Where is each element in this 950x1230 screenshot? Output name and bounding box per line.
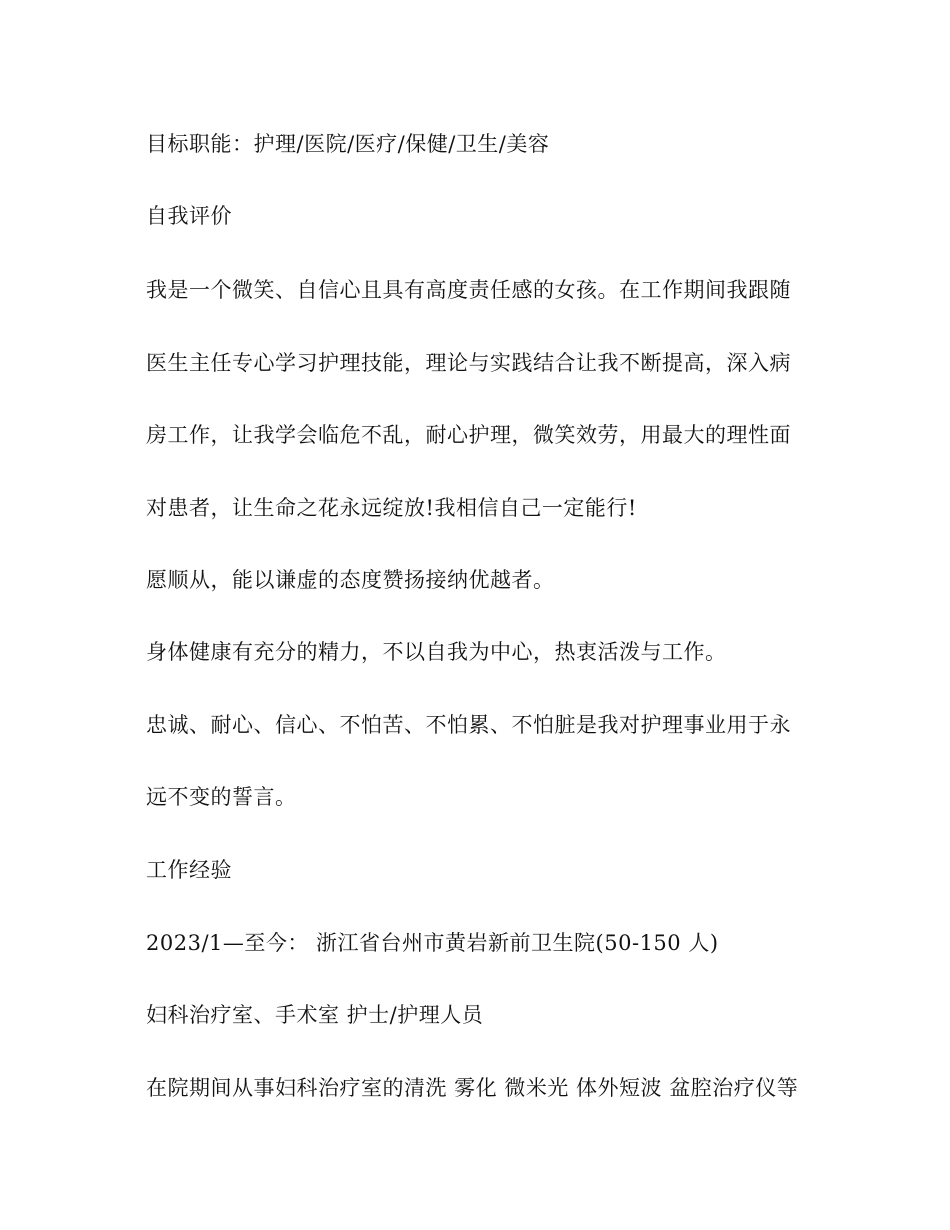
work-experience-heading: 工作经验 bbox=[146, 858, 232, 882]
oath-line: 远不变的誓言。 bbox=[146, 785, 297, 809]
target-function: 目标职能：护理/医院/医疗/保健/卫生/美容 bbox=[146, 132, 550, 156]
job-period-employer: 2023/1—至今： 浙江省台州市黄岩新前卫生院(50-150 人) bbox=[146, 931, 719, 955]
self-evaluation-heading: 自我评价 bbox=[146, 204, 232, 228]
self-evaluation-line: 房工作，让我学会临危不乱，耐心护理，微笑效劳，用最大的理性面 bbox=[146, 423, 791, 447]
trait-line: 身体健康有充分的精力，不以自我为中心，热衷活泼与工作。 bbox=[146, 640, 727, 664]
trait-line: 愿顺从，能以谦虚的态度赞扬接纳优越者。 bbox=[146, 568, 555, 592]
job-department-role: 妇科治疗室、手术室 护士/护理人员 bbox=[146, 1003, 484, 1027]
self-evaluation-line: 我是一个微笑、自信心且具有高度责任感的女孩。在工作期间我跟随 bbox=[146, 278, 791, 302]
job-description: 在院期间从事妇科治疗室的清洗 雾化 微米光 体外短波 盆腔治疗仪等 bbox=[146, 1076, 799, 1100]
self-evaluation-line: 医生主任专心学习护理技能，理论与实践结合让我不断提高，深入病 bbox=[146, 351, 791, 375]
oath-line: 忠诚、耐心、信心、不怕苦、不怕累、不怕脏是我对护理事业用于永 bbox=[146, 713, 791, 737]
self-evaluation-line: 对患者，让生命之花永远绽放!我相信自己一定能行! bbox=[146, 496, 637, 520]
